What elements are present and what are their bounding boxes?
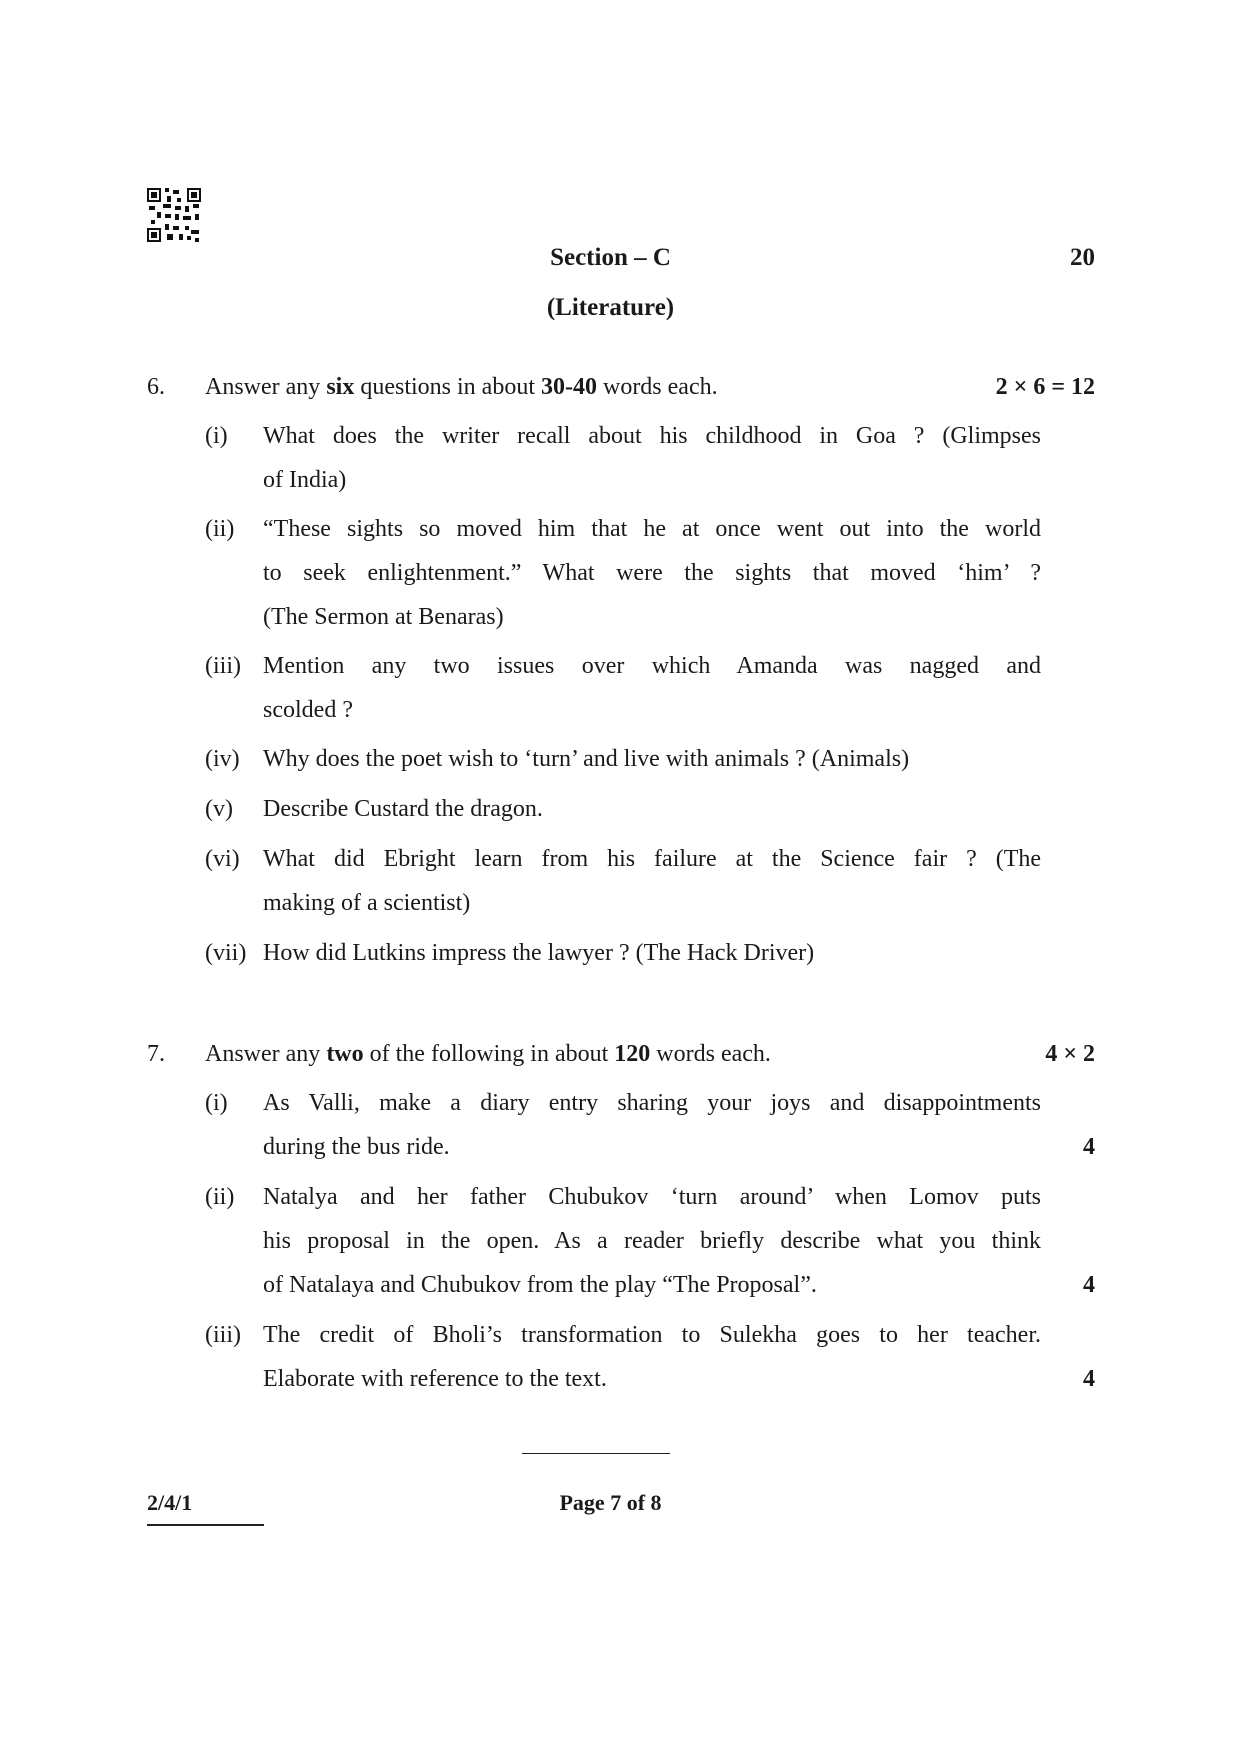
item-number: (ii) — [205, 1184, 235, 1210]
end-rule — [522, 1453, 670, 1454]
question-number: 6. — [147, 374, 165, 400]
item-number: (vi) — [205, 846, 240, 872]
item-number: (ii) — [205, 516, 235, 542]
paper-code: 2/4/1 — [147, 1490, 193, 1515]
item-marks: 4 — [1083, 1366, 1095, 1392]
item-number: (iv) — [205, 746, 240, 772]
question-instruction: Answer any two of the following in about 120 words each. — [205, 1041, 771, 1067]
question-item: What did Ebright learn from his failure at the Science fair ? (The making of a scientist) — [263, 846, 1041, 916]
question-marks: 2 × 6 = 12 — [995, 374, 1095, 400]
item-number: (i) — [205, 1090, 228, 1116]
question-item: Natalya and her father Chubukov ‘turn around’ when Lomov puts his proposal in the open. As a reader briefly describe what you think of Natalaya and Chubukov from the play “The Proposal”. — [263, 1184, 1041, 1298]
question-item: What does the writer recall about his childhood in Goa ? (Glimpses of India) — [263, 423, 1041, 493]
section-subtitle: (Literature) — [546, 294, 675, 321]
item-number: (v) — [205, 796, 233, 822]
question-item: Describe Custard the dragon. — [263, 796, 543, 822]
item-number: (vii) — [205, 940, 247, 966]
question-item: “These sights so moved him that he at once went out into the world to seek enlightenment.” What were the sights that moved ‘him’ ? (The Sermon at Benaras) — [263, 516, 1041, 630]
question-item: How did Lutkins impress the lawyer ? (The Hack Driver) — [263, 940, 815, 966]
paper-code-underline — [147, 1524, 264, 1526]
question-item: As Valli, make a diary entry sharing your joys and disappointments during the bus ride. — [263, 1090, 1041, 1160]
question-item: Mention any two issues over which Amanda was nagged and scolded ? — [263, 653, 1041, 723]
question-marks: 4 × 2 — [1045, 1041, 1095, 1067]
qr-code-icon — [147, 188, 201, 242]
item-marks: 4 — [1083, 1134, 1095, 1160]
item-number: (i) — [205, 423, 228, 449]
section-title: Section – C — [550, 244, 671, 271]
item-marks: 4 — [1083, 1272, 1095, 1298]
question-item: Why does the poet wish to ‘turn’ and live with animals ? (Animals) — [263, 746, 910, 772]
question-instruction: Answer any six questions in about 30-40 words each. — [205, 374, 718, 400]
item-number: (iii) — [205, 653, 241, 679]
section-marks: 20 — [1070, 244, 1095, 271]
question-item: The credit of Bholi’s transformation to Sulekha goes to her teacher. Elaborate with reference to the text. — [263, 1322, 1041, 1392]
question-number: 7. — [147, 1041, 165, 1067]
page-number: Page 7 of 8 — [559, 1490, 662, 1515]
item-number: (iii) — [205, 1322, 241, 1348]
